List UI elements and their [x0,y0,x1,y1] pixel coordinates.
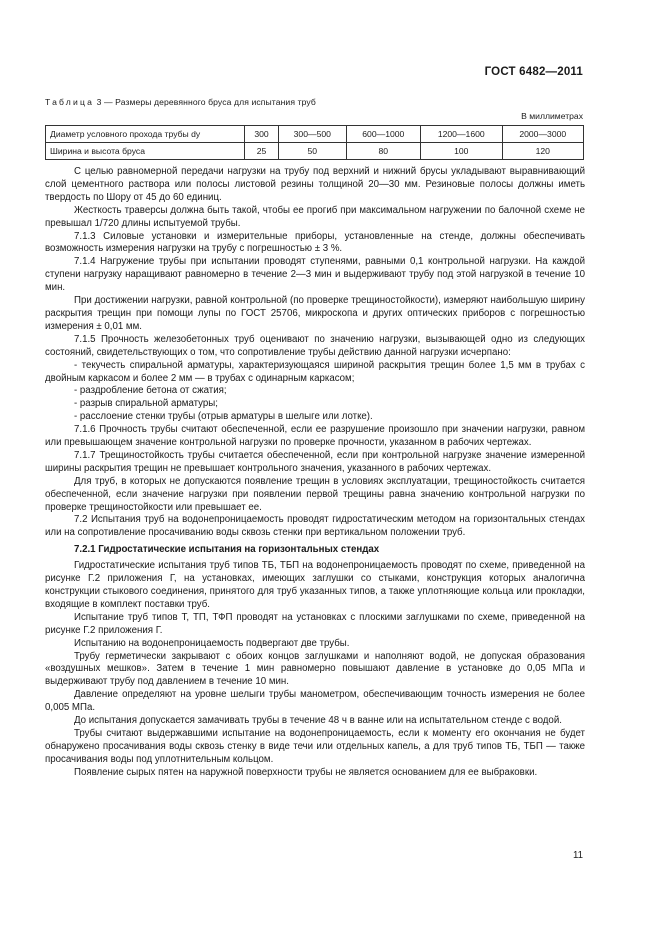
table-cell: 300—500 [279,126,347,143]
document-body [45,166,585,780]
paragraph: 7.2 Испытания труб на водонепроницаемость проводят гидростатическим методом на горизонтальных стендах или на сопротивление просачиванию воды сквозь стенки при вертикальном положении труб. [45,514,585,539]
paragraph: 7.1.7 Трещиностойкость трубы считается обеспеченной, если при контрольной нагрузке значение измеренной ширины раскрытия трещин не превышает контрольного значения, указанного в рабочих чертежах. [45,449,585,474]
table-cell: 50 [279,143,347,160]
table-caption-text: 3 — Размеры деревянного бруса для испытания труб [94,97,316,107]
paragraph: 7.1.3 Силовые установки и измерительные приборы, установленные на стенде, должны обеспечивать возможность измерения нагрузки на трубу с погрешностью ± 3 %. [45,230,585,255]
paragraph: Давление определяют на уровне шелыги трубы манометром, обеспечивающим точность измерения не более 0,005 МПа. [45,689,585,714]
paragraph: Появление сырых пятен на наружной поверхности трубы не является основанием для ее выбраковки. [74,766,538,778]
table-cell: 2000—3000 [502,126,584,143]
paragraph: При достижении нагрузки, равной контрольной (по проверке трещиностойкости), измеряют наибольшую ширину раскрытия трещин при помощи лупы по ГОСТ 25706, микроскопа и других оптических приборов с погрешностью измерения ± 0,01 мм. [45,295,585,332]
table-cell: 600—1000 [346,126,420,143]
paragraph: Трубу герметически закрывают с обоих концов заглушками и наполняют водой, не допуская образования «воздушных мешков». Затем в течение 1 мин равномерно повышают давление в установке до 0,05 МПа и выдерживают трубу под давлением в течение 10 мин. [45,650,585,688]
table-caption [45,97,316,107]
section-heading: 7.2.1 Гидростатические испытания на горизонтальных стендах [74,544,380,556]
table-caption-word: Таблица [45,97,95,107]
paragraph: 7.1.4 Нагружение трубы при испытании проводят ступенями, равными 0,1 контрольной нагрузки. На каждой ступени нагрузку наращивают равномерно в течение 2—3 мин и выдерживают трубу под этой нагрузкой в течение 10 мин. [45,256,585,294]
paragraph: 7.1.5 Прочность железобетонных труб оценивают по значению нагрузки, вызывающей одно из следующих состояний, свидетельствующих о том, что сопротивление трубы действию данной нагрузки исчерпано: [45,333,585,358]
row-header-size: Ширина и высота бруса [46,143,245,160]
list-item: - расслоение стенки трубы (отрыв арматуры в шелыге или лотке). [74,411,373,423]
table-cell: 1200—1600 [421,126,502,143]
table-unit: В миллиметрах [521,111,583,121]
paragraph: С целью равномерной передачи нагрузки на трубу под верхний и нижний брусы укладывают выравнивающий слой цементного раствора или полосы листовой резины толщиной 20—30 мм. Резиновые полосы должны иметь твердость по Шору от 45 до 60 единиц. [45,166,585,203]
table-row [46,126,584,143]
paragraph: До испытания допускается замачивать трубы в течение 48 ч в ванне или на испытательном стенде с водой. [74,715,562,727]
document-code: ГОСТ 6482—2011 [484,66,583,78]
table-cell: 25 [245,143,279,160]
paragraph: Испытанию на водонепроницаемость подвергают две трубы. [74,637,350,649]
paragraph: Трубы считают выдержавшими испытание на водонепроницаемость, если к моменту его окончания не будет обнаружено просачивания воды сквозь стенку в виде течи или отдельных капель, а для труб типов ТБ, ТБП — также просачивания воды под уплотнительным кольцом. [45,727,585,765]
paragraph: Жесткость траверсы должна быть такой, чтобы ее прогиб при максимальном нагружении по балочной схеме не превышал 1/720 длины испытуемой трубы. [45,204,585,229]
paragraph: 7.1.6 Прочность трубы считают обеспеченной, если ее разрушение произошло при значении нагрузки, равном или превышающем значение контрольной нагрузки по проверке прочности, указанном в рабочих чертежах. [45,424,585,449]
paragraph: Испытание труб типов Т, ТП, ТФП проводят на установках с плоскими заглушками по схеме, приведенной на рисунке Г.2 приложения Г. [45,611,585,636]
table-row [46,143,584,160]
table-cell: 80 [346,143,420,160]
list-item: - раздробление бетона от сжатия; [74,385,227,397]
table-cell: 300 [245,126,279,143]
list-item: - разрыв спиральной арматуры; [74,398,218,410]
paragraph: Гидростатические испытания труб типов ТБ, ТБП на водонепроницаемость проводят по схеме, приведенной на рисунке Г.2 приложения Г, на установках, имеющих заглушки со стыками, конструкция которых аналогична конструкции стыкового соединения, принятого для труб указанных типов, а также уплотняющие кольца или прокладки, входящие в комплект поставки труб. [45,560,585,610]
dimensions-table [45,125,584,160]
table-cell: 100 [421,143,502,160]
row-header-diameter: Диаметр условного прохода трубы dy [46,126,245,143]
list-item: - текучесть спиральной арматуры, характеризующаяся шириной раскрытия трещин более 1,5 мм в трубах с двойным каркасом и более 2 мм — в трубах с одинарным каркасом; [45,359,585,384]
paragraph: Для труб, в которых не допускаются появление трещин в условиях эксплуатации, трещиностойкость считается обеспеченной, если значение нагрузки при появлении первой трещины равна значению контрольной нагрузки по проверке трещиностойкости или превышает ее. [45,475,585,513]
table-cell: 120 [502,143,584,160]
page-number: 11 [572,850,583,861]
